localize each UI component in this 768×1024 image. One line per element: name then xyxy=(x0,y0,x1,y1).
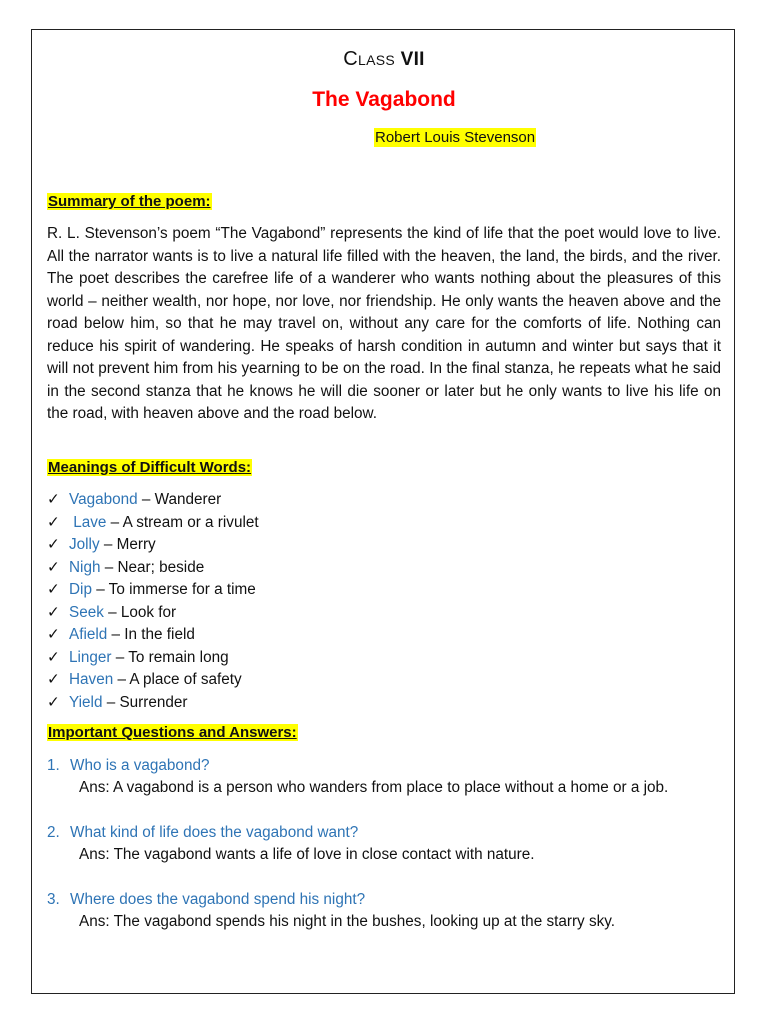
checkmark-icon: ✓ xyxy=(47,513,60,531)
word-meaning: – Near; beside xyxy=(100,558,205,576)
poem-author: Robert Louis Stevenson xyxy=(375,129,536,146)
word-term: Yield xyxy=(69,693,103,711)
question-number: 2. xyxy=(47,824,60,841)
word-meaning: – To immerse for a time xyxy=(91,581,256,598)
word-term: Nigh xyxy=(69,558,101,576)
answer-text: Ans: The vagabond spends his night in the bushes, looking up at the starry sky. xyxy=(79,913,616,930)
question-text: Where does the vagabond spend his night? xyxy=(70,891,366,908)
checkmark-icon: ✓ xyxy=(47,536,60,553)
class-number: VII xyxy=(400,49,425,70)
class-heading xyxy=(0,48,768,71)
list-item xyxy=(47,669,259,692)
list-item xyxy=(47,579,259,602)
checkmark-icon: ✓ xyxy=(47,693,60,711)
answer-text: Ans: The vagabond wants a life of love in close contact with nature. xyxy=(79,846,535,863)
question-number: 3. xyxy=(47,891,60,908)
checkmark-icon: ✓ xyxy=(47,581,60,598)
qa-heading: Important Questions and Answers: xyxy=(48,724,297,741)
question-text: Who is a vagabond? xyxy=(70,757,210,774)
word-meaning: – Look for xyxy=(103,603,177,621)
word-term: Haven xyxy=(69,671,114,688)
word-meaning: – Surrender xyxy=(102,693,188,711)
word-list xyxy=(47,489,259,714)
checkmark-icon: ✓ xyxy=(47,626,60,643)
word-meaning: – A place of safety xyxy=(113,671,242,688)
summary-text: R. L. Stevenson’s poem “The Vagabond” represents the kind of life that the poet would love to live. All the narrator wants is to live a natural life filled with the heaven, the land, the birds, and the river. The poet describes the carefree life of a wanderer who wants nothing about the pleasures of this world – neither wealth, nor hope, nor love, nor friendship. He only wants the heaven above and the road below him, so that he may travel on, without any care for the comforts of life. Nothing can reduce his spirit of wandering. He speaks of harsh condition in autumn and winter but says that it will not prevent him from his yearning to be on the road. In the final stanza, he repeats what he said in the second stanza that he knows he will die sooner or later but he only wants to live his life on the road, with heaven above and the road below. xyxy=(47,225,721,422)
question xyxy=(47,757,209,775)
list-item xyxy=(47,512,259,535)
checkmark-icon: ✓ xyxy=(47,648,60,666)
word-term: Vagabond xyxy=(69,491,138,508)
words-heading: Meanings of Difficult Words: xyxy=(48,459,252,476)
poem-title: The Vagabond xyxy=(312,88,456,111)
checkmark-icon: ✓ xyxy=(47,671,60,688)
word-term: Linger xyxy=(69,648,112,666)
word-term: Jolly xyxy=(69,536,100,553)
question xyxy=(47,824,358,842)
word-term: Seek xyxy=(69,603,104,621)
word-meaning: – To remain long xyxy=(111,648,229,666)
word-term: Afield xyxy=(69,626,108,643)
list-item xyxy=(47,534,259,557)
list-item xyxy=(47,647,259,670)
list-item xyxy=(47,557,259,580)
word-meaning: – A stream or a rivulet xyxy=(106,513,259,531)
checkmark-icon: ✓ xyxy=(47,558,60,576)
answer-text: Ans: A vagabond is a person who wanders from place to place without a home or a job. xyxy=(79,779,669,796)
summary-heading: Summary of the poem: xyxy=(48,193,211,210)
checkmark-icon: ✓ xyxy=(47,603,60,621)
word-term: Lave xyxy=(69,513,107,531)
word-term: Dip xyxy=(69,581,92,598)
checkmark-icon: ✓ xyxy=(47,491,60,508)
list-item xyxy=(47,624,259,647)
question xyxy=(47,891,365,909)
question-number: 1. xyxy=(47,757,60,774)
list-item xyxy=(47,602,259,625)
question-text: What kind of life does the vagabond want? xyxy=(70,824,359,841)
class-word: Class xyxy=(343,48,395,70)
word-meaning: – Wanderer xyxy=(137,491,222,508)
list-item xyxy=(47,692,259,715)
list-item xyxy=(47,489,259,512)
word-meaning: – Merry xyxy=(99,536,156,553)
word-meaning: – In the field xyxy=(107,626,195,643)
